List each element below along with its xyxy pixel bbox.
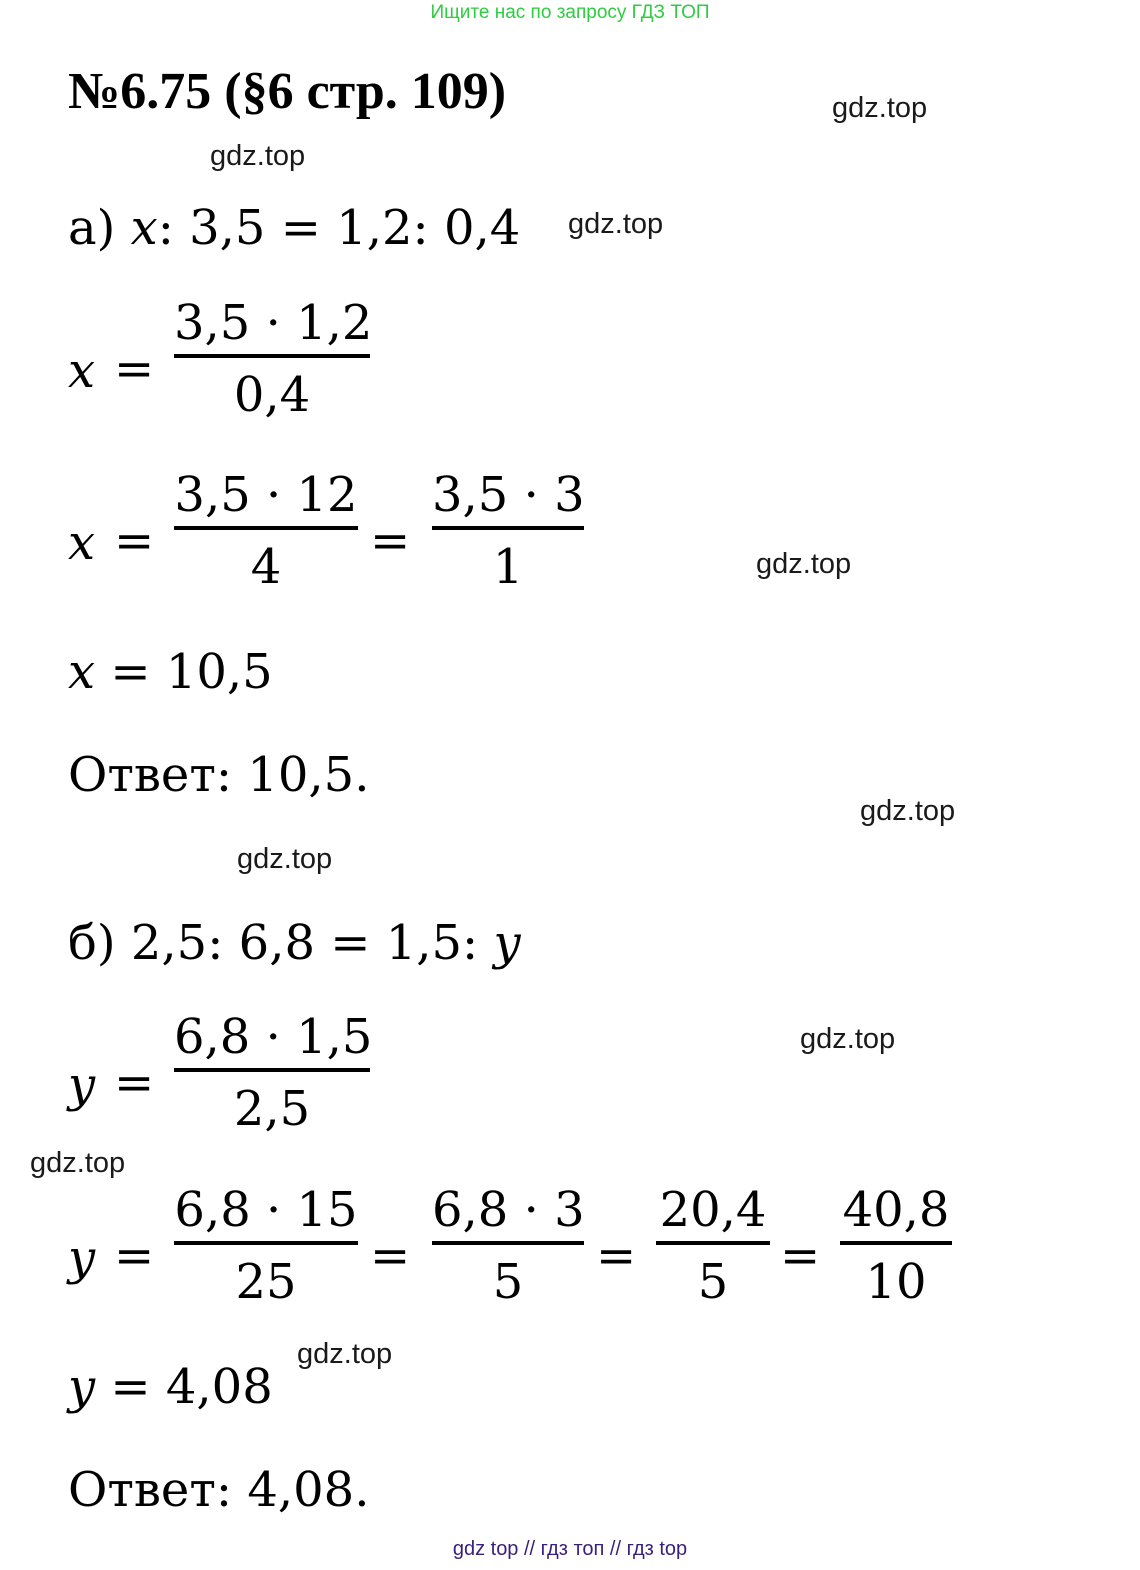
numerator: 6,8 · 3 — [432, 1182, 585, 1238]
watermark: gdz.top — [30, 1147, 126, 1179]
proportion: : 3,5 = 1,2: 0,4 — [157, 200, 521, 256]
equals-sign: = — [114, 1055, 155, 1111]
numerator: 3,5 · 1,2 — [174, 295, 373, 351]
fraction-bar — [174, 354, 370, 358]
denominator: 1 — [492, 539, 524, 595]
watermark: gdz.top — [210, 140, 306, 172]
numerator: 6,8 · 15 — [174, 1182, 358, 1238]
fraction-bar — [174, 1068, 370, 1072]
watermark: gdz.top — [568, 208, 664, 240]
lhs-variable: y — [68, 1230, 96, 1286]
denominator: 0,4 — [233, 367, 311, 423]
numerator: 3,5 · 12 — [174, 467, 358, 523]
equals-sign: = — [114, 341, 155, 397]
fraction-bar — [656, 1241, 770, 1245]
problem-title: №6.75 (§6 стр. 109) — [68, 63, 507, 120]
lhs-variable: x — [68, 343, 96, 399]
fraction — [840, 1181, 952, 1311]
fraction-bar — [174, 1241, 358, 1245]
part-b-statement — [68, 913, 521, 973]
denominator: 10 — [865, 1254, 927, 1310]
watermark: gdz.top — [297, 1338, 393, 1370]
fraction-bar — [432, 526, 584, 530]
result-line — [68, 642, 273, 702]
lhs-variable: x — [68, 515, 96, 571]
fraction — [432, 1181, 584, 1311]
equals-sign: = — [370, 513, 411, 569]
fraction — [174, 466, 358, 596]
denominator: 4 — [250, 539, 282, 595]
watermark: gdz.top — [237, 843, 333, 875]
watermark: gdz.top — [800, 1023, 896, 1055]
proportion: б) 2,5: 6,8 = 1,5: — [68, 915, 494, 971]
result-value: = 4,08 — [95, 1359, 273, 1415]
variable-y: y — [68, 1359, 96, 1415]
equals-sign: = — [780, 1228, 821, 1284]
numerator: 40,8 — [842, 1182, 950, 1238]
fraction — [432, 466, 584, 596]
part-label: а) — [68, 200, 116, 256]
footer-watermark: gdz top // гдз топ // гдз top — [452, 1538, 688, 1560]
lhs-variable: y — [68, 1057, 96, 1113]
part-a-statement — [68, 198, 520, 258]
watermark: gdz.top — [756, 548, 852, 580]
fraction-bar — [432, 1241, 584, 1245]
fraction-bar — [840, 1241, 952, 1245]
equals-sign: = — [596, 1228, 637, 1284]
fraction — [656, 1181, 770, 1311]
watermark: gdz.top — [832, 92, 928, 124]
answer-a: Ответ: 10,5. — [68, 747, 370, 803]
fraction — [174, 1181, 358, 1311]
equals-sign: = — [114, 513, 155, 569]
result-value: = 10,5 — [95, 644, 273, 700]
denominator: 2,5 — [233, 1081, 311, 1137]
result-line — [68, 1357, 273, 1417]
variable-x: x — [68, 644, 96, 700]
denominator: 25 — [235, 1254, 297, 1310]
denominator: 5 — [492, 1254, 524, 1310]
fraction — [174, 294, 373, 424]
variable-y: y — [493, 915, 521, 971]
numerator: 6,8 · 1,5 — [174, 1009, 373, 1065]
denominator: 5 — [697, 1254, 729, 1310]
equals-sign: = — [114, 1228, 155, 1284]
search-banner: Ищите нас по запросу ГДЗ ТОП — [430, 2, 710, 23]
numerator: 3,5 · 3 — [432, 467, 585, 523]
fraction — [174, 1008, 373, 1138]
numerator: 20,4 — [659, 1182, 767, 1238]
watermark: gdz.top — [860, 795, 956, 827]
answer-b: Ответ: 4,08. — [68, 1462, 370, 1518]
equals-sign: = — [370, 1228, 411, 1284]
variable-x: x — [130, 200, 158, 256]
fraction-bar — [174, 526, 358, 530]
